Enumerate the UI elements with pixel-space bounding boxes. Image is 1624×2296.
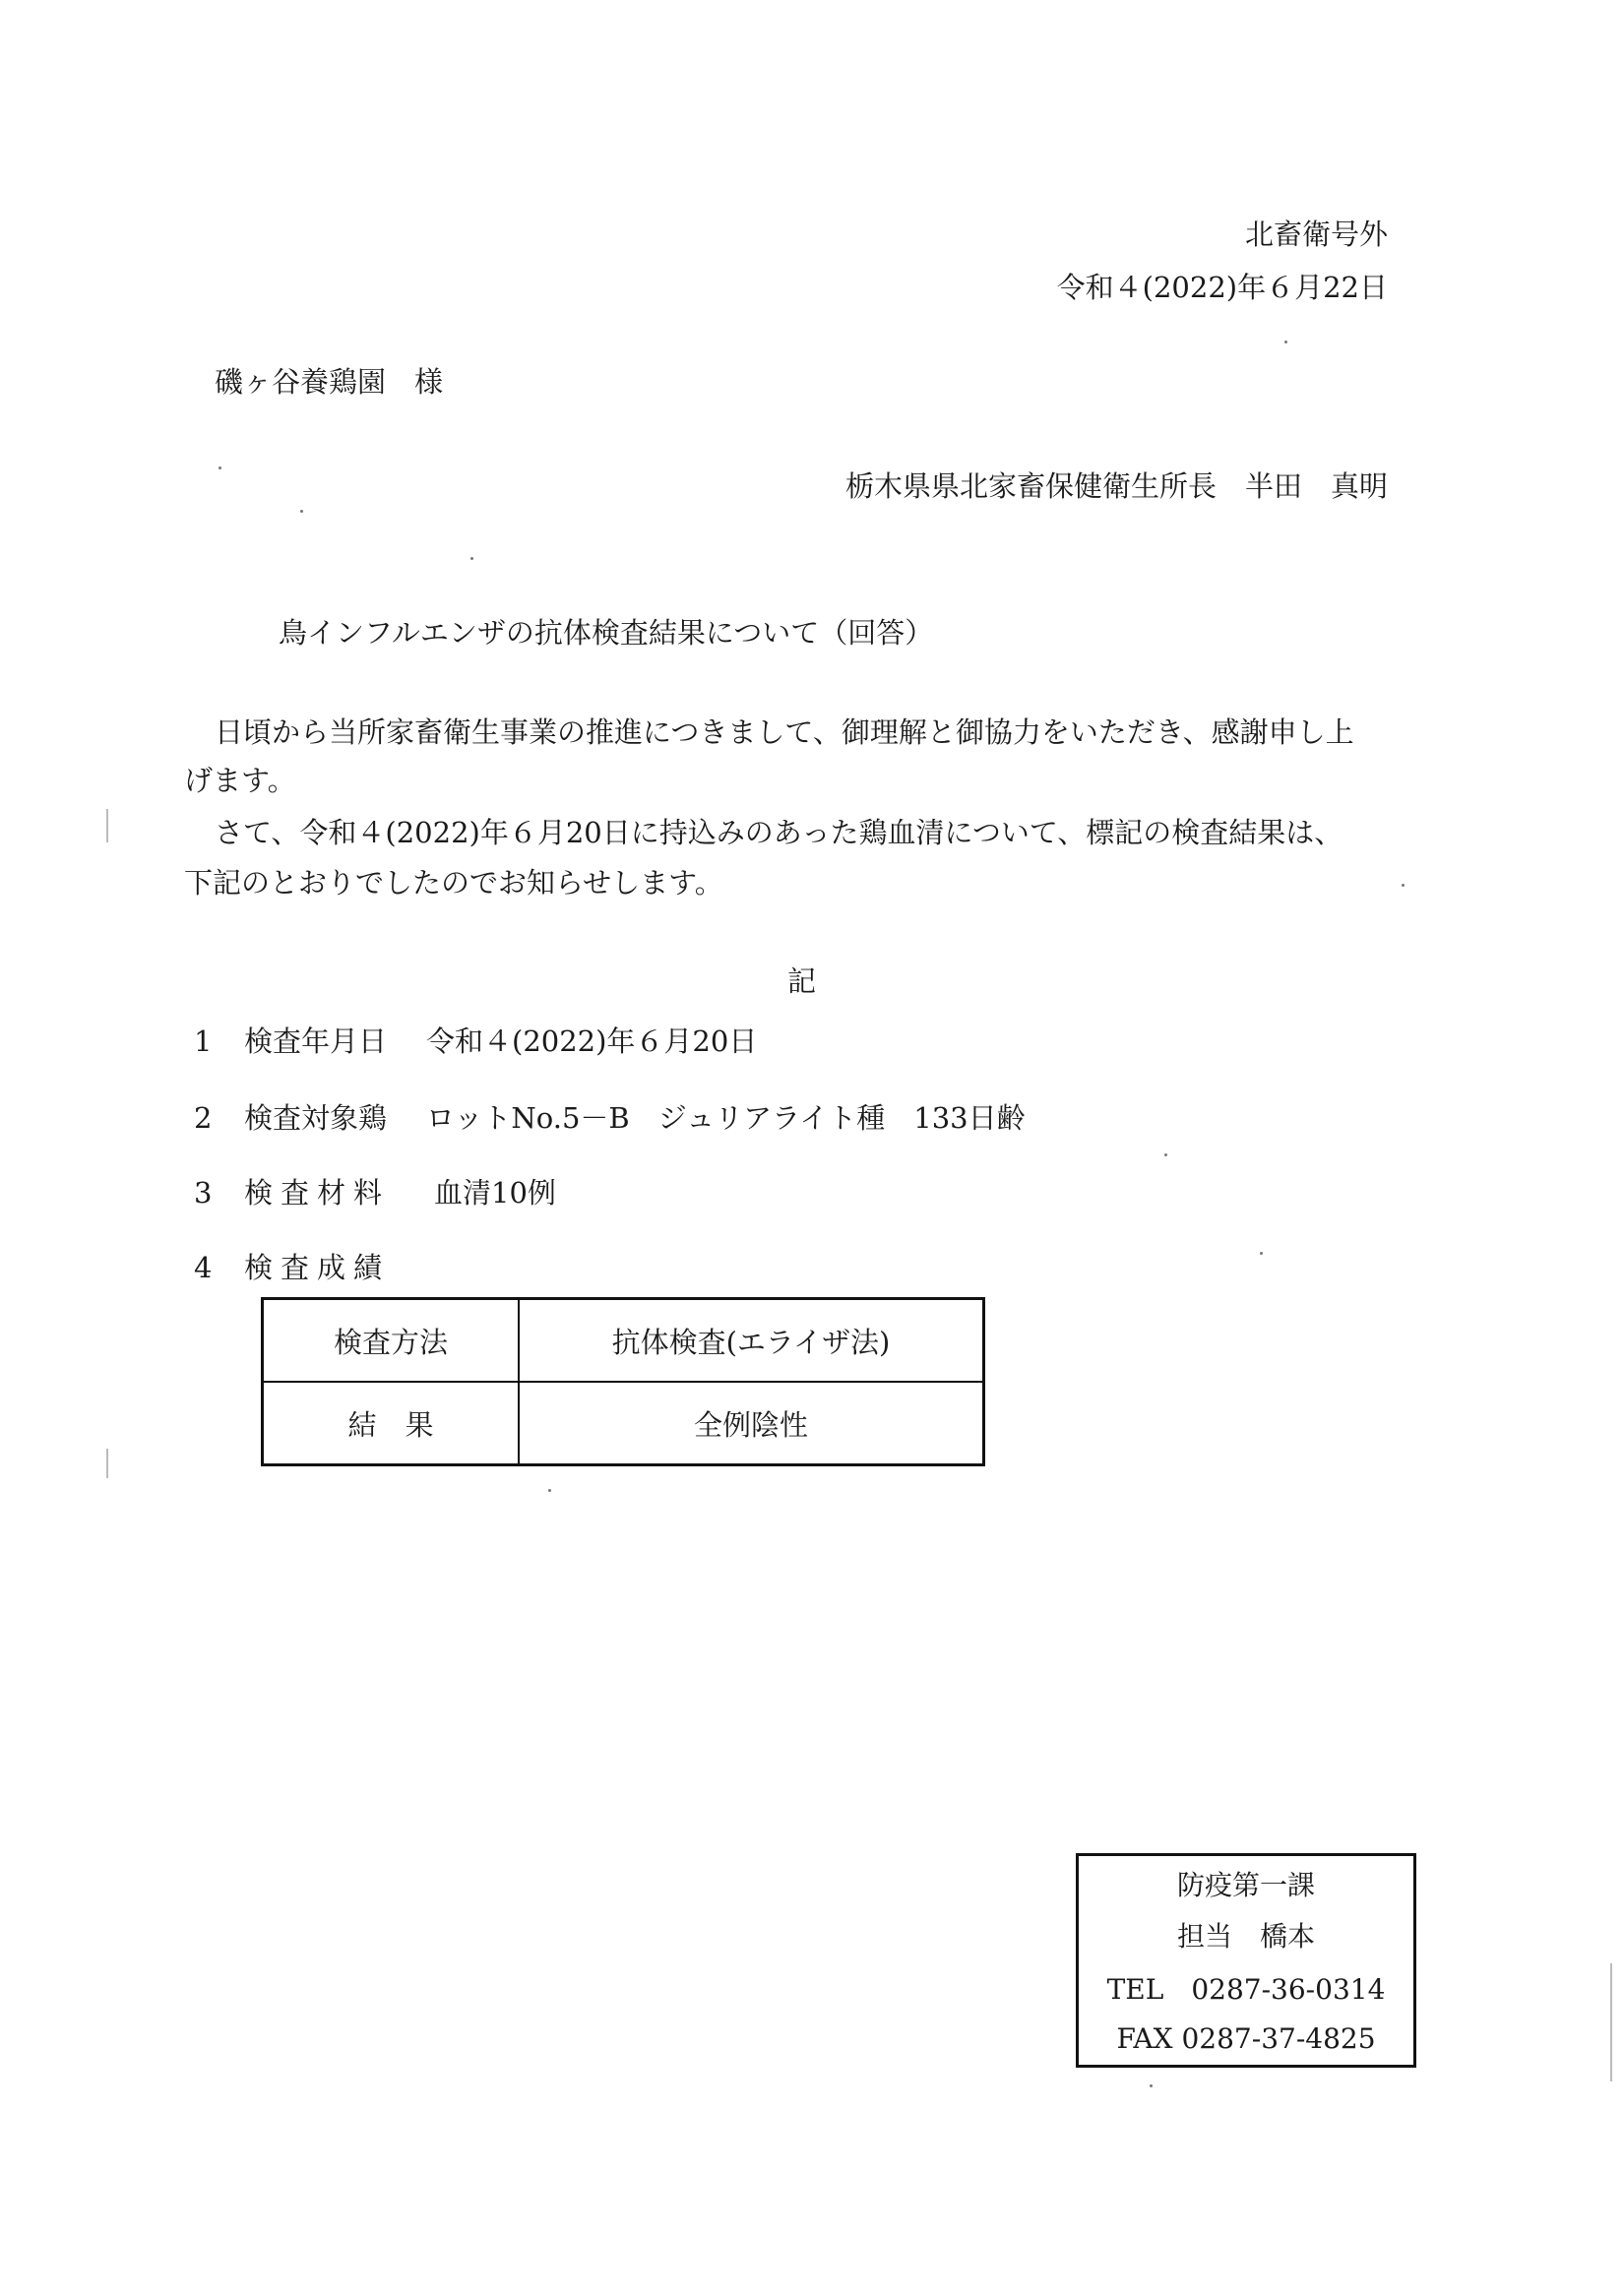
scan-edge-mark [106, 1449, 108, 1478]
list-item-value: 血清10例 [434, 1176, 556, 1210]
list-item-value: 令和４(2022)年６月20日 [426, 1024, 758, 1058]
document-number: 北畜衛号外 [1244, 217, 1388, 251]
list-item-number: 3 [194, 1176, 213, 1210]
body-paragraph-1-line-2: げます。 [184, 764, 296, 797]
list-item-label: 検査材料 [244, 1176, 391, 1210]
document-date: 令和４(2022)年６月22日 [1056, 271, 1388, 304]
table-cell-value: 抗体検査(エライザ法) [519, 1299, 984, 1383]
list-item-number: 1 [194, 1024, 213, 1058]
scan-speck [470, 557, 473, 560]
sender: 栃木県県北家畜保健衛生所長 半田 真明 [844, 469, 1388, 503]
table-cell-value: 全例陰性 [519, 1382, 984, 1465]
contact-department: 防疫第一課 [1176, 1869, 1315, 1901]
ki-heading: 記 [787, 964, 817, 998]
scan-speck [548, 1489, 551, 1492]
table-cell-label: 結 果 [263, 1382, 520, 1465]
scan-edge-mark [106, 809, 108, 842]
table-row [263, 1382, 984, 1465]
body-paragraph-1-line-1: 日頃から当所家畜衛生事業の推進につきまして、御理解と御協力をいただき、感謝申し上 [215, 715, 1354, 749]
list-item-label: 検査年月日 [244, 1024, 388, 1058]
body-paragraph-2-line-1: さて、令和４(2022)年６月20日に持込みのあった鶏血清について、標記の検査結果は、 [215, 816, 1343, 849]
subject-title: 鳥インフルエンザの抗体検査結果について（回答） [279, 616, 934, 650]
list-item-value: ロットNo.5－B ジュリアライト種 133日齢 [426, 1101, 1026, 1135]
contact-tel: TEL 0287-36-0314 [1106, 1973, 1386, 2006]
scan-speck [300, 510, 303, 513]
contact-box [1076, 1853, 1416, 2068]
body-paragraph-2-line-2: 下記のとおりでしたのでお知らせします。 [184, 866, 723, 900]
list-item-label: 検査成績 [244, 1251, 391, 1284]
scan-speck [219, 466, 221, 469]
contact-person: 担当 橋本 [1176, 1920, 1315, 1953]
contact-fax: FAX 0287-37-4825 [1116, 2022, 1376, 2055]
list-item-number: 2 [194, 1101, 213, 1135]
scan-edge-mark [1610, 1963, 1612, 2081]
list-item-label: 検査対象鶏 [244, 1101, 388, 1135]
recipient: 磯ヶ谷養鶏園 様 [215, 365, 444, 399]
table-row [263, 1299, 984, 1383]
scan-speck [1150, 2084, 1153, 2087]
table-cell-label: 検査方法 [263, 1299, 520, 1383]
scan-speck [1402, 884, 1405, 887]
results-table [261, 1297, 985, 1466]
list-item-number: 4 [194, 1251, 213, 1284]
scan-speck [1164, 1153, 1167, 1156]
scan-speck [1284, 341, 1287, 343]
scan-speck [1260, 1252, 1263, 1255]
